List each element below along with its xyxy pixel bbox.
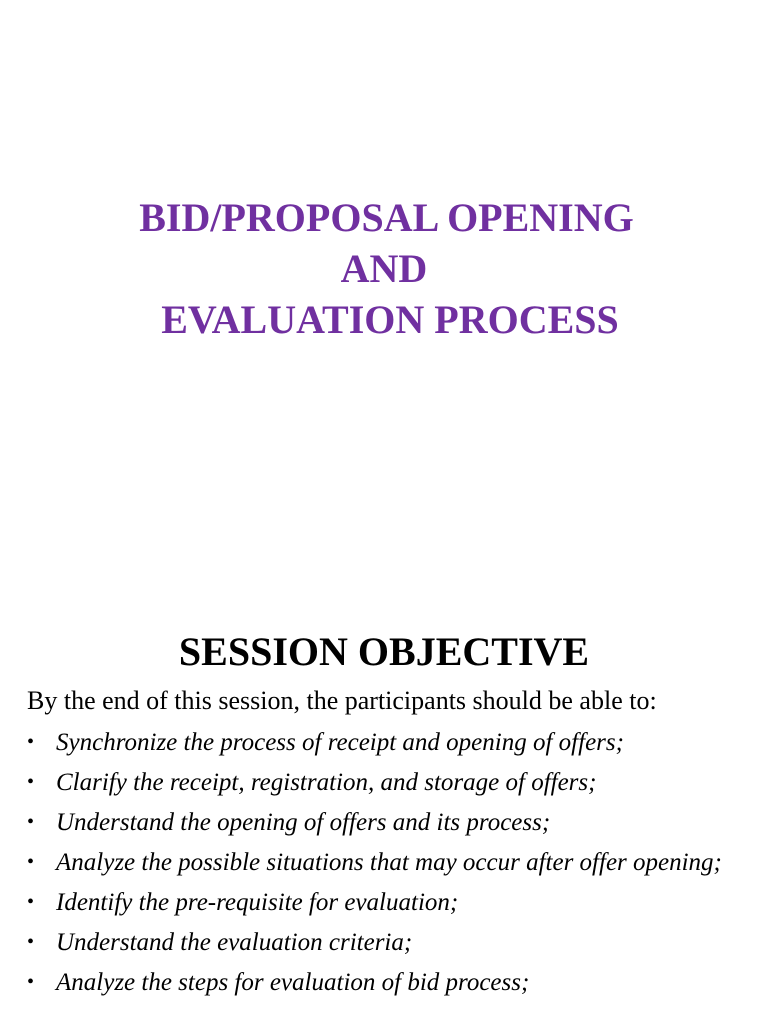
session-heading: SESSION OBJECTIVE — [178, 629, 590, 674]
bullet-icon: • — [27, 891, 35, 913]
slide-title — [0, 192, 768, 345]
objective-item — [27, 846, 747, 880]
title-line: BID/PROPOSAL OPENING — [139, 195, 634, 240]
objective-text: Clarify the receipt, registration, and storage of offers; — [56, 769, 597, 796]
objective-text: Analyze the possible situations that may occur after offer opening; — [56, 849, 722, 876]
objective-text: Understand the opening of offers and its process; — [56, 809, 551, 836]
objectives-slide — [0, 576, 768, 1024]
objective-item — [27, 726, 747, 760]
intro-text: By the end of this session, the participants should be able to: — [27, 686, 657, 715]
bullet-icon: • — [27, 931, 35, 953]
objective-item — [27, 766, 747, 800]
objective-item — [27, 926, 747, 960]
objectives-list — [27, 726, 747, 1006]
objective-text: Understand the evaluation criteria; — [56, 929, 413, 956]
objective-item — [27, 886, 747, 920]
objective-text: Analyze the steps for evaluation of bid process; — [56, 969, 530, 996]
objective-text: Identify the pre-requisite for evaluation; — [56, 889, 459, 916]
bullet-icon: • — [27, 851, 35, 873]
title-line: EVALUATION PROCESS — [161, 297, 619, 342]
bullet-icon: • — [27, 771, 35, 793]
objective-item — [27, 806, 747, 840]
bullet-icon: • — [27, 971, 35, 993]
objective-item — [27, 966, 747, 1000]
bullet-icon: • — [27, 811, 35, 833]
bullet-icon: • — [27, 731, 35, 753]
title-line: AND — [340, 246, 428, 291]
objective-text: Synchronize the process of receipt and opening of offers; — [56, 729, 624, 756]
